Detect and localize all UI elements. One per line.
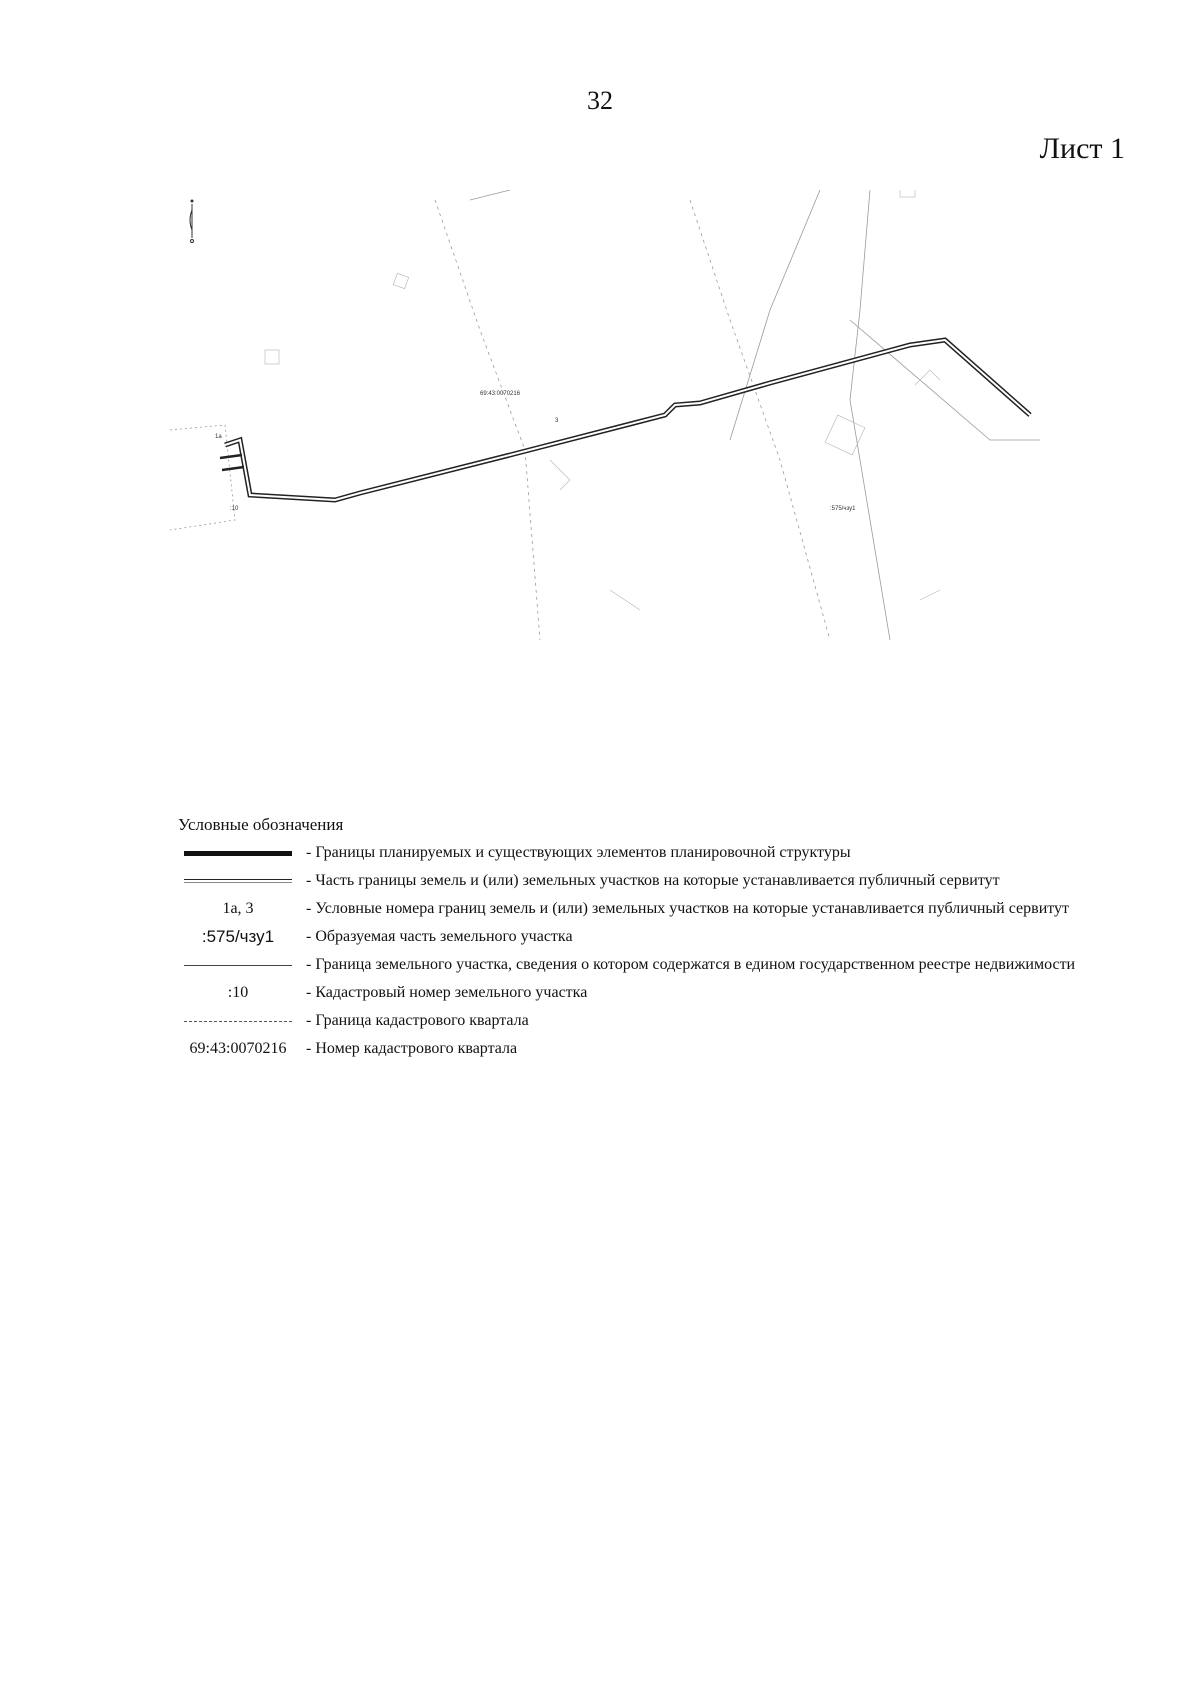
legend-row bbox=[178, 1007, 1138, 1035]
legend-symbol-double-line bbox=[178, 879, 298, 883]
legend-row bbox=[178, 923, 1138, 951]
legend-row bbox=[178, 895, 1138, 923]
legend-description: - Условные номера границ земель и (или) земельных участков на которые устанавливается публичный сервитут bbox=[306, 900, 1070, 917]
legend-row bbox=[178, 1035, 1138, 1063]
legend-description: - Образуемая часть земельного участка bbox=[306, 928, 573, 945]
map-label-kvartal: 69:43:0070216 bbox=[480, 391, 521, 397]
legend-description: - Границы планируемых и существующих элементов планировочной структуры bbox=[306, 844, 851, 861]
map-label-point-3: 3 bbox=[555, 418, 559, 424]
map-label-point-1a: 1a bbox=[215, 434, 222, 440]
legend-symbol-text: 1a, 3 bbox=[222, 900, 254, 917]
map-canvas bbox=[170, 190, 1130, 710]
legend-row bbox=[178, 951, 1138, 979]
map-label-parcel-10: :10 bbox=[230, 506, 239, 512]
legend-description: - Граница кадастрового квартала bbox=[306, 1012, 529, 1029]
legend-description: - Граница земельного участка, сведения о котором содержатся в едином государственном реестре недвижимости bbox=[306, 956, 1076, 973]
legend-description: - Кадастровый номер земельного участка bbox=[306, 984, 588, 1001]
legend-symbol-thick-line bbox=[178, 851, 298, 856]
legend-symbol-dash-line bbox=[178, 1021, 298, 1022]
parcel-boundaries bbox=[265, 190, 940, 610]
sheet-label: Лист 1 bbox=[1039, 132, 1125, 165]
legend-description: - Часть границы земель и (или) земельных участков на которые устанавливается публичный сервитут bbox=[306, 872, 1000, 889]
legend-symbol-text: :10 bbox=[227, 984, 249, 1001]
legend-description: - Номер кадастрового квартала bbox=[306, 1040, 518, 1057]
page-number: 32 bbox=[587, 86, 613, 115]
kvartal-boundaries bbox=[170, 190, 1040, 640]
servitude-boundary bbox=[220, 340, 1030, 500]
legend-symbol-thin-line bbox=[178, 965, 298, 966]
legend-title: Условные обозначения bbox=[178, 815, 344, 834]
legend-symbol-text: 69:43:0070216 bbox=[189, 1040, 287, 1057]
legend-row bbox=[178, 839, 1138, 867]
legend bbox=[178, 815, 1138, 1063]
legend-row bbox=[178, 867, 1138, 895]
map-labels bbox=[215, 391, 856, 512]
legend-row bbox=[178, 979, 1138, 1007]
cadastral-map bbox=[170, 190, 1130, 710]
legend-symbol-text: :575/чзу1 bbox=[201, 927, 275, 946]
map-label-parcel-575: :575/чзу1 bbox=[830, 506, 856, 512]
